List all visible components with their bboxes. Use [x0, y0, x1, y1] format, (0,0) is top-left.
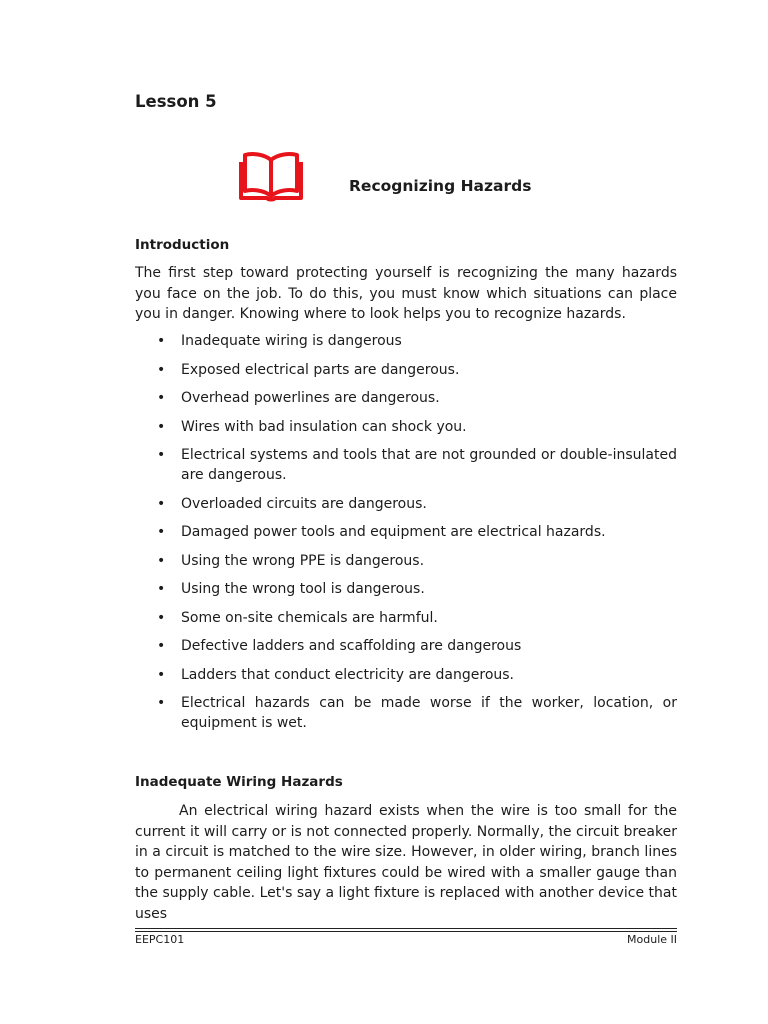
bullet-item: [135, 693, 677, 733]
bullet-text: Ladders that conduct electricity are dangerous.: [181, 666, 514, 683]
open-book-icon: [238, 150, 304, 202]
bullet-dot-icon: •: [157, 361, 166, 378]
bullet-item: [135, 551, 677, 571]
bullet-item: [135, 360, 677, 380]
bullet-text: Overhead powerlines are dangerous.: [181, 390, 440, 406]
bullet-text: Overloaded circuits are dangerous.: [181, 495, 427, 512]
bullet-dot-icon: •: [157, 418, 166, 435]
bullet-dot-icon: •: [157, 609, 166, 626]
bullet-dot-icon: •: [157, 638, 166, 654]
bullet-text: Wires with bad insulation can shock you.: [181, 418, 467, 435]
introduction-heading: Introduction: [135, 237, 230, 253]
introduction-paragraph: The first step toward protecting yourself is recognizing the many hazards you face on the job. To do this, you must know which situations can place you in danger. Knowing where to look helps you to recognize hazards.: [135, 265, 677, 322]
footer-rule: [135, 931, 677, 932]
bullet-text: Electrical systems and tools that are not grounded or double-insulated are dangerous.: [181, 447, 677, 483]
bullet-dot-icon: •: [157, 581, 166, 597]
bullet-item: [135, 665, 677, 685]
bullet-text: Using the wrong PPE is dangerous.: [181, 552, 425, 569]
bullet-item: [135, 445, 677, 485]
bullet-text: Using the wrong tool is dangerous.: [181, 581, 425, 597]
bullet-text: Defective ladders and scaffolding are dangerous: [181, 638, 522, 654]
wiring-heading: Inadequate Wiring Hazards: [135, 774, 343, 790]
bullet-text: Inadequate wiring is dangerous: [181, 333, 402, 349]
bullet-item: [135, 522, 677, 542]
bullet-text: Some on-site chemicals are harmful.: [181, 609, 438, 626]
bullet-item: [135, 331, 677, 351]
bullet-dot-icon: •: [157, 447, 166, 463]
bullet-dot-icon: •: [157, 524, 166, 540]
footer-rule: [135, 928, 677, 929]
footer-module: Module II: [627, 933, 677, 946]
hazard-bullet-list: [135, 331, 677, 742]
bullet-dot-icon: •: [157, 666, 166, 683]
footer-course-code: EEPC101: [135, 933, 185, 946]
bullet-dot-icon: •: [157, 333, 166, 349]
bullet-text: Exposed electrical parts are dangerous.: [181, 361, 460, 378]
document-title: Recognizing Hazards: [349, 177, 532, 195]
bullet-item: [135, 608, 677, 628]
bullet-item: [135, 579, 677, 599]
bullet-dot-icon: •: [157, 390, 166, 406]
bullet-item: [135, 388, 677, 408]
lesson-label: Lesson 5: [135, 92, 217, 111]
bullet-dot-icon: •: [157, 495, 166, 512]
bullet-item: [135, 494, 677, 514]
bullet-item: [135, 417, 677, 437]
bullet-dot-icon: •: [157, 695, 166, 711]
bullet-dot-icon: •: [157, 552, 166, 569]
bullet-text: Damaged power tools and equipment are electrical hazards.: [181, 524, 606, 540]
wiring-paragraph: An electrical wiring hazard exists when the wire is too small for the current it will carry or is not connected properly. Normally, the circuit breaker in a circuit is matched to the wire size. However, in older wiring, branch lines to permanent ceiling light fixtures could be wired with a smaller gauge than the supply cable. Let's say a light fixture is replaced with another device that uses: [135, 803, 677, 922]
bullet-text: Electrical hazards can be made worse if the worker, location, or equipment is wet.: [181, 695, 677, 731]
bullet-item: [135, 636, 677, 656]
